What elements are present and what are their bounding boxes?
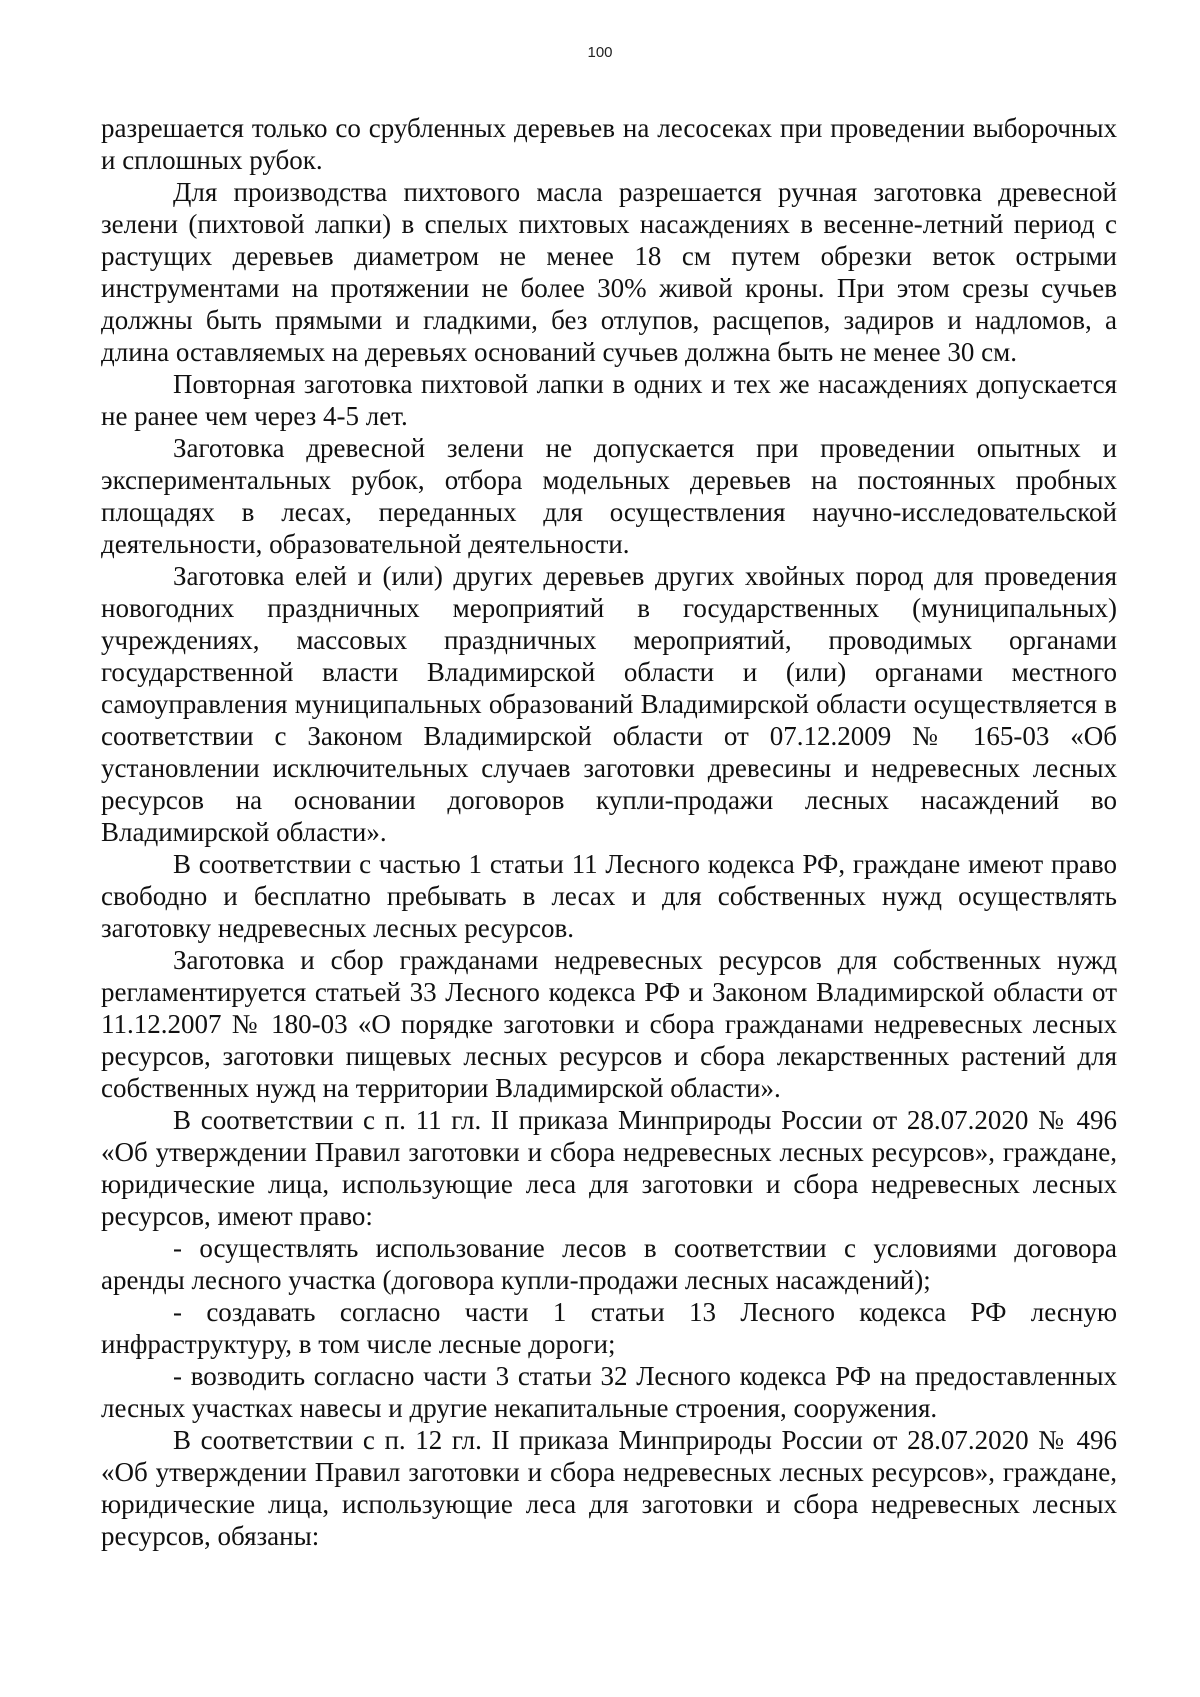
document-body [101,112,1117,1552]
paragraph-own-needs: Заготовка и сбор гражданами недревесных ресурсов для собственных нужд регламентируется статьей 33 Лесного кодекса РФ и Законом Владимирской области от 11.12.2007 № 180-03 «О порядке заготовки и сбора гражданами недревесных лесных ресурсов, заготовки пищевых лесных ресурсов и сбора лекарственных растений для собственных нужд на территории Владимирской области». [101,945,1117,1103]
paragraph-green-prohibition: Заготовка древесной зелени не допускается при проведении опытных и экспериментальных рубок, отбора модельных деревьев на постоянных пробных площадях в лесах, переданных для осуществления научно-исследовательской деятельности, образовательной деятельности. [101,433,1117,559]
paragraph-forest-code-art11: В соответствии с частью 1 статьи 11 Лесного кодекса РФ, граждане имеют право свободно и бесплатно пребывать в лесах и для собственных нужд осуществлять заготовку недревесных лесных ресурсов. [101,849,1117,943]
paragraph-fir-oil: Для производства пихтового масла разрешается ручная заготовка древесной зелени (пихтовой лапки) в спелых пихтовых насаждениях в весенне-летний период с растущих деревьев диаметром не менее 18 см путем обрезки веток острыми инструментами на протяжении не более 30% живой кроны. При этом срезы сучьев должны быть прямыми и гладкими, без отлупов, расщепов, задиров и надломов, а длина оставляемых на деревьях оснований сучьев должна быть не менее 30 см. [101,177,1117,367]
list-item-right-1: - осуществлять использование лесов в соответствии с условиями договора аренды лесного участка (договора купли-продажи лесных насаждений); [101,1233,1117,1295]
paragraph-rights-intro: В соответствии с п. 11 гл. II приказа Минприроды России от 28.07.2020 № 496 «Об утверждении Правил заготовки и сбора недревесных лесных ресурсов», граждане, юридические лица, использующие леса для заготовки и сбора недревесных лесных ресурсов, имеют право: [101,1105,1117,1231]
paragraph-new-year-trees: Заготовка елей и (или) других деревьев других хвойных пород для проведения новогодних праздничных мероприятий в государственных (муниципальных) учреждениях, массовых праздничных мероприятий, проводимых органами государственной власти Владимирской области и (или) органами местного самоуправления муниципальных образований Владимирской области осуществляется в соответствии с Законом Владимирской области от 07.12.2009 № 165-03 «Об установлении исключительных случаев заготовки древесины и недревесных лесных ресурсов на основании договоров купли-продажи лесных насаждений во Владимирской области». [101,561,1117,847]
paragraph-repeat-harvest: Повторная заготовка пихтовой лапки в одних и тех же насаждениях допускается не ранее чем через 4-5 лет. [101,369,1117,431]
paragraph-obligations-intro: В соответствии с п. 12 гл. II приказа Минприроды России от 28.07.2020 № 496 «Об утверждении Правил заготовки и сбора недревесных лесных ресурсов», граждане, юридические лица, использующие леса для заготовки и сбора недревесных лесных ресурсов, обязаны: [101,1425,1117,1551]
paragraph-continuation: разрешается только со срубленных деревьев на лесосеках при проведении выборочных и сплошных рубок. [101,113,1117,175]
list-item-right-3: - возводить согласно части 3 статьи 32 Лесного кодекса РФ на предоставленных лесных участках навесы и другие некапитальные строения, сооружения. [101,1361,1117,1423]
list-item-right-2: - создавать согласно части 1 статьи 13 Лесного кодекса РФ лесную инфраструктуру, в том числе лесные дороги; [101,1297,1117,1359]
page-number: 100 [587,44,613,61]
